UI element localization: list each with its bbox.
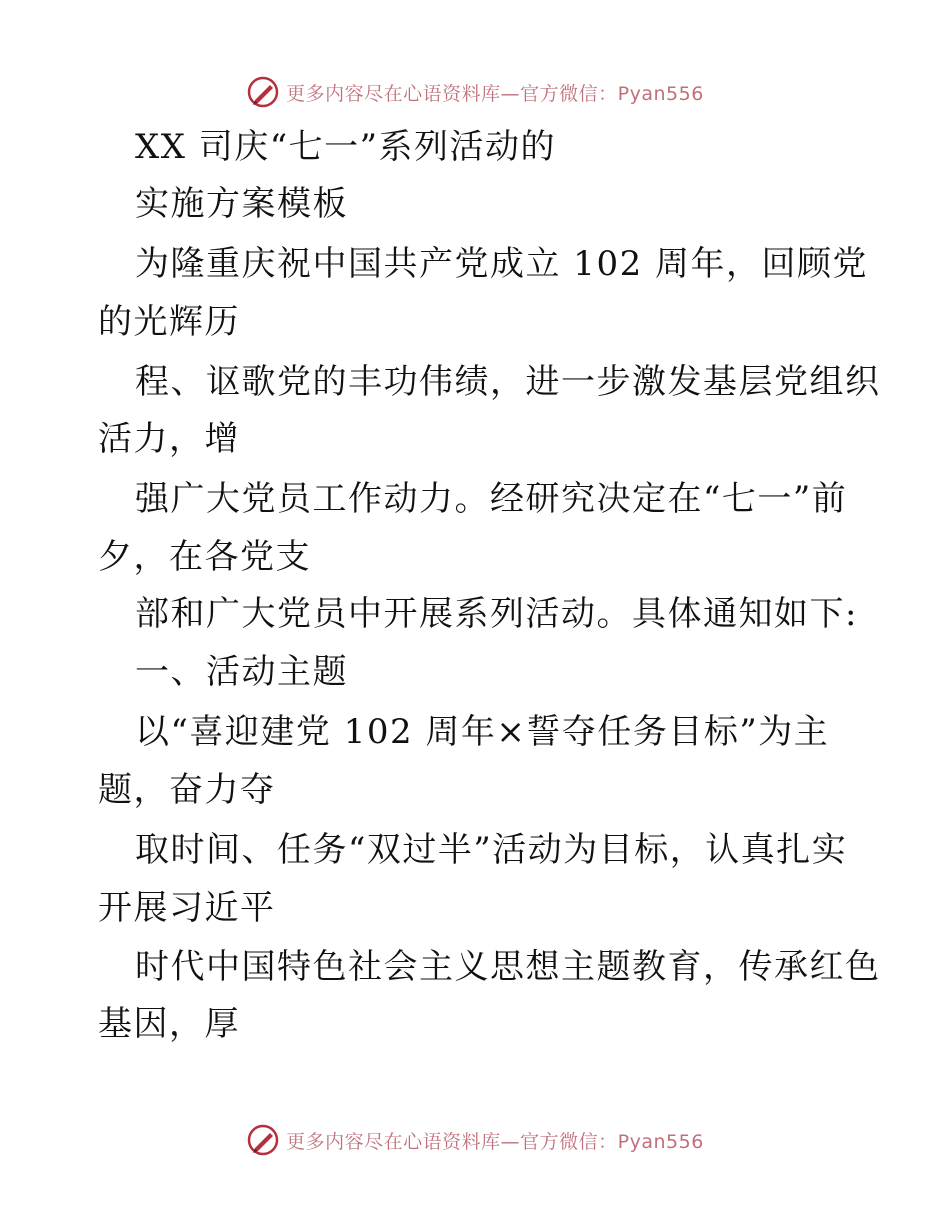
header-watermark [0, 72, 950, 112]
body-line: 强广大党员工作动力。经研究决定在“七一”前 [135, 479, 848, 519]
body-line: 活力，增 [98, 419, 240, 459]
body-line: 程、讴歌党的丰功伟绩，进一步激发基层党组织 [135, 362, 881, 402]
watermark-text: 更多内容尽在心语资料库—官方微信：Pyan556 [286, 1130, 704, 1153]
body-line: 开展习近平 [98, 888, 276, 928]
body-line: 时代中国特色社会主义思想主题教育，传承红色 [135, 947, 881, 987]
body-line: 的光辉历 [98, 302, 240, 342]
body-line: 部和广大党员中开展系列活动。具体通知如下: [135, 594, 858, 634]
footer-watermark [0, 1120, 950, 1160]
doc-title-line-1: XX 司庆“七一”系列活动的 [135, 127, 556, 167]
watermark-text: 更多内容尽在心语资料库—官方微信：Pyan556 [286, 82, 704, 105]
body-line: 取时间、任务“双过半”活动为目标，认真扎实 [135, 830, 848, 870]
body-line: 题，奋力夺 [98, 770, 276, 810]
doc-title-line-2: 实施方案模板 [135, 184, 348, 224]
pen-emblem-icon [246, 1123, 280, 1157]
pen-emblem-icon [246, 75, 280, 109]
body-line: 为隆重庆祝中国共产党成立 102 周年，回顾党 [135, 244, 869, 284]
body-line: 基因，厚 [98, 1004, 240, 1044]
body-line: 以“喜迎建党 102 周年×誓夺任务目标”为主 [135, 712, 830, 752]
section-heading: 一、活动主题 [135, 652, 348, 692]
body-line: 夕，在各党支 [98, 537, 311, 577]
